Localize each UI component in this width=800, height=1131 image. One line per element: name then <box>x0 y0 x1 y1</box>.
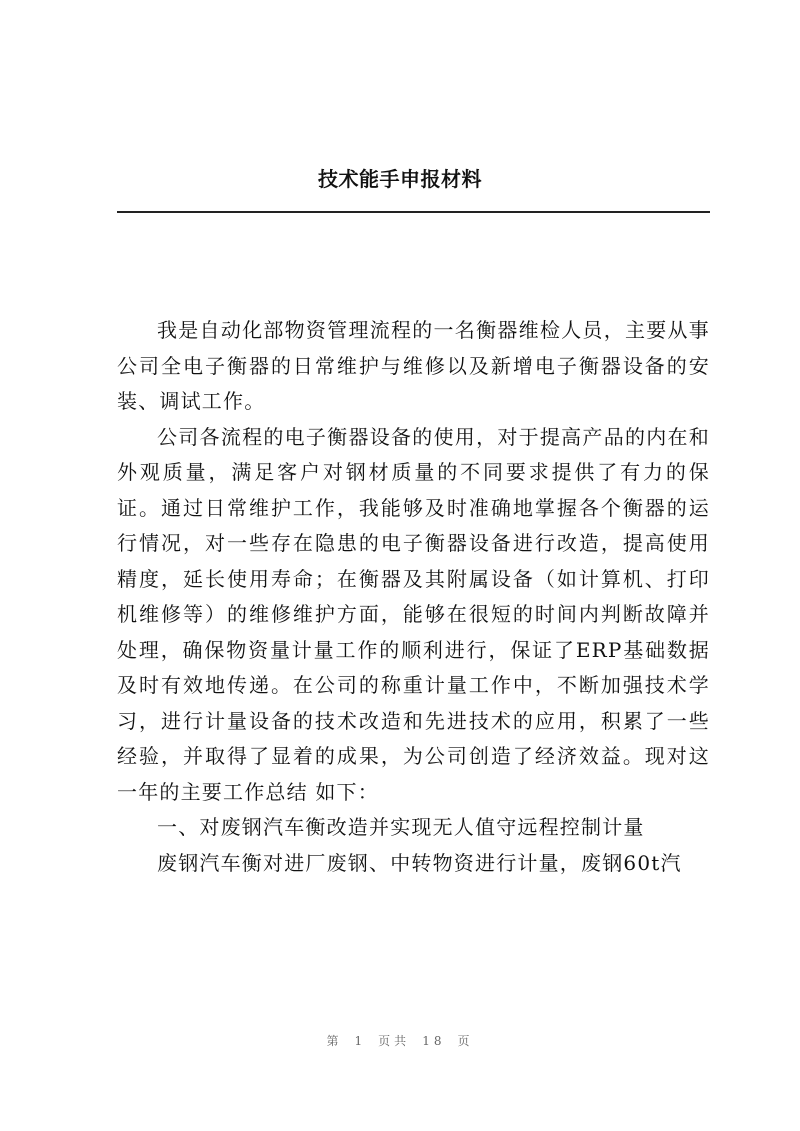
document-title: 技术能手申报材料 <box>318 167 482 191</box>
section-heading-1: 一、对废钢汽车衡改造并实现无人值守远程控制计量 <box>157 815 645 839</box>
footer-total-pages: 18 <box>422 1034 446 1048</box>
paragraph-intro: 我是自动化部物资管理流程的一名衡器维检人员，主要从事公司全电子衡器的日常维护与维修以及新增电子衡器设备的安装、调试工作。 <box>117 318 710 413</box>
footer-current-page: 1 <box>354 1034 367 1048</box>
paragraph-summary: 公司各流程的电子衡器设备的使用，对于提高产品的内在和外观质量，满足客户对钢材质量的不同要求提供了有力的保证。通过日常维护工作，我能够及时准确地掌握各个衡器的运行情况，对一些存在隐患的电子衡器设备进行改造，提高使用精度，延长使用寿命；在衡器及其附属设备（如计算机、打印机维修等）的维修维护方面，能够在很短的时间内判断故障并处理，确保物资量计量工作的顺利进行，保证了ERP基础数据及时有效地传递。在公司的称重计量工作中，不断加强技术学习，进行计量设备的技术改造和先进技术的应用，积累了一些经验，并取得了显着的成果，为公司创造了经济效益。现对这一年的主要工作总结 如下： <box>117 424 710 804</box>
paragraph-section-1: 废钢汽车衡对进厂废钢、中转物资进行计量，废钢60t汽 <box>157 850 682 875</box>
title-divider <box>117 211 710 213</box>
footer-suffix: 页 <box>457 1034 474 1048</box>
page-footer <box>0 1032 800 1049</box>
footer-middle: 页共 <box>378 1034 411 1048</box>
footer-prefix: 第 <box>326 1034 343 1048</box>
document-body <box>117 313 710 881</box>
